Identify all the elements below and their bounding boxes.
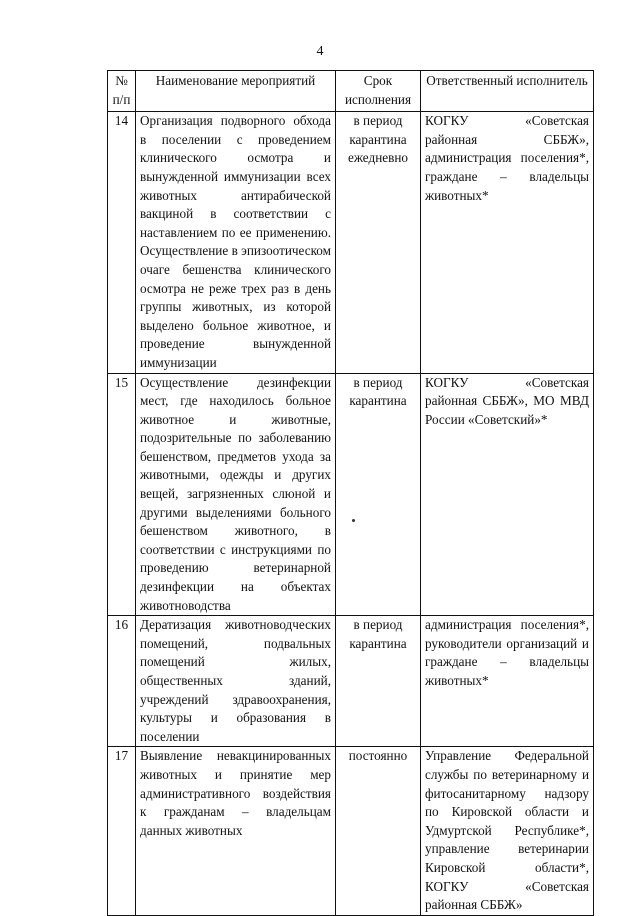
- table-header-row: [108, 71, 594, 112]
- measures-table: [107, 70, 594, 916]
- table-row: [108, 112, 594, 373]
- row-num: 17: [108, 747, 136, 915]
- row-responsible: администрация поселения*, руководители организаций и граждане – владельцы животных*: [421, 616, 594, 747]
- row-deadline: в период карантина: [336, 616, 421, 747]
- header-responsible: Ответственный исполнитель: [421, 71, 594, 112]
- header-name: Наименование мероприятий: [136, 71, 336, 112]
- table-row: [108, 373, 594, 616]
- table-row: [108, 616, 594, 747]
- row-name: Осуществление дезинфекции мест, где находилось больное животное и животные, подозрительные по заболеванию бешенством, предметов ухода за животными, одежды и других вещей, загрязненных слюной и другими выделениями больного бешенством животного, в соответствии с инструкциями по проведению ветеринарной дезинфекции на объектах животноводства: [136, 373, 336, 616]
- row-responsible: КОГКУ «Советская районная СББЖ», МО МВД России «Советский»*: [421, 373, 594, 616]
- row-name: Организация подворного обхода в поселении с проведением клинического осмотра и вынужденной иммунизации всех животных антирабической вакциной в соответствии с наставлением по ее применению. Осуществление в эпизоотическом очаге бешенства клинического осмотра не реже трех раз в день группы животных, из которой выделено больное животное, и проведение вынужденной иммунизации: [136, 112, 336, 373]
- row-deadline: в период карантина: [336, 373, 421, 616]
- header-deadline: Срок исполнения: [336, 71, 421, 112]
- row-responsible: КОГКУ «Советская районная СББЖ», администрация поселения*, граждане – владельцы животных*: [421, 112, 594, 373]
- row-name: Дератизация животноводческих помещений, подвальных помещений жилых, общественных зданий, учреждений здравоохранения, культуры и образования в поселении: [136, 616, 336, 747]
- header-num: № п/п: [108, 71, 136, 112]
- row-deadline: в период карантина ежедневно: [336, 112, 421, 373]
- row-num: 15: [108, 373, 136, 616]
- row-num: 14: [108, 112, 136, 373]
- table-row: [108, 747, 594, 915]
- page-number: 4: [316, 44, 324, 59]
- row-name: Выявление невакцинированных животных и принятие мер административного воздействия к гражданам – владельцам данных животных: [136, 747, 336, 915]
- row-deadline: постоянно: [336, 747, 421, 915]
- row-num: 16: [108, 616, 136, 747]
- row-responsible: Управление Федеральной службы по ветеринарному и фитосанитарному надзору по Кировской области и Удмуртской Республике*, управление ветеринарии Кировской области*, КОГКУ «Советская районная СББЖ»: [421, 747, 594, 915]
- scan-speck: [352, 519, 355, 522]
